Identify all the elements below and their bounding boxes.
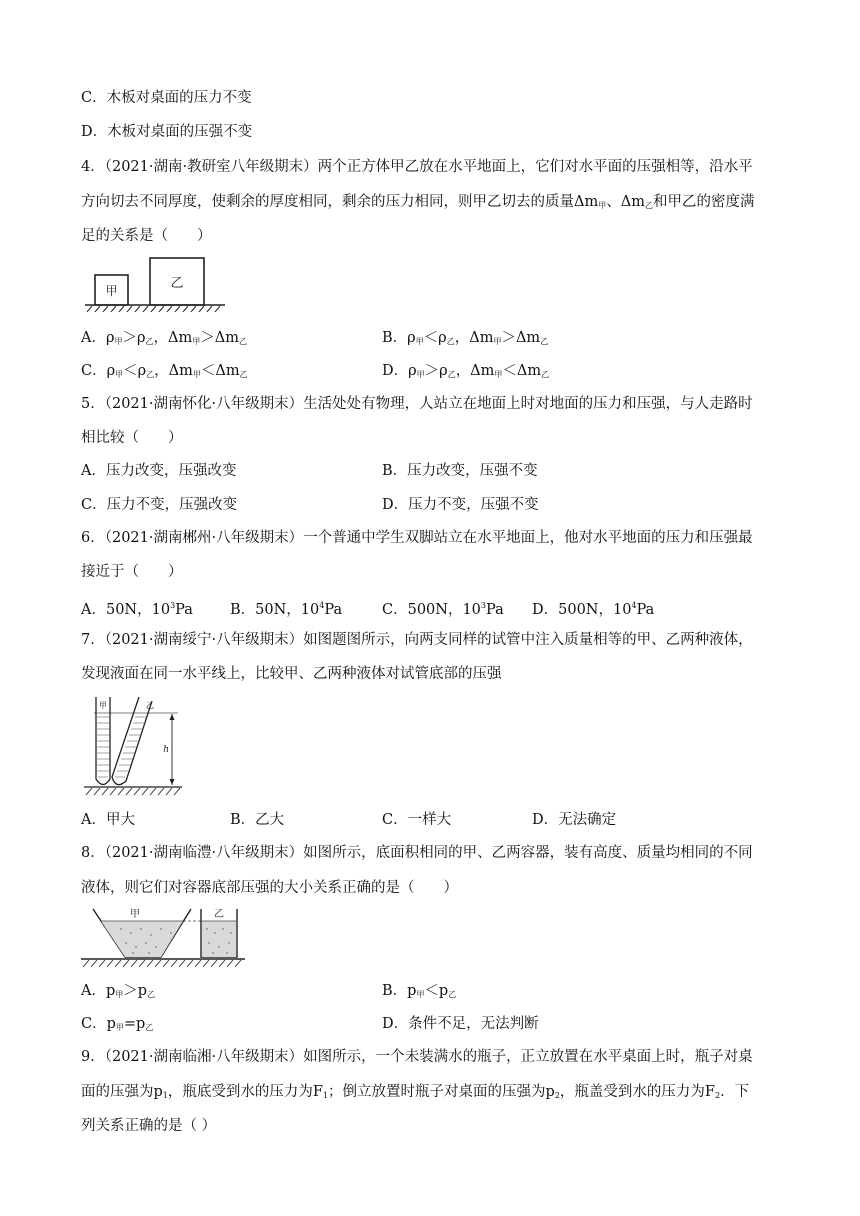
q5-option-b[interactable]: B．压力改变，压强不变 — [382, 463, 538, 479]
q3-option-d[interactable]: D．木板对桌面的压强不变 — [81, 124, 253, 140]
q6-option-b[interactable]: B．50N，$10^4Pa$ — [230, 601, 343, 618]
q4-stem-line1: 4．（2021·湖南·教研室八年级期末）两个正方体甲乙放在水平地面上，它们对水平面的压强相等，沿水平 — [81, 159, 753, 175]
q9-stem-line3: 列关系正确的是（ ） — [81, 1118, 217, 1134]
q3-option-c[interactable]: C．木板对桌面的压力不变 — [81, 90, 252, 106]
q7-figure-label-yi: 乙 — [146, 701, 154, 710]
q4-option-a[interactable]: A．$\rho_甲>\rho_乙$，$\Delta m_甲>\Delta m_乙$ — [81, 330, 247, 346]
q4-stem-line3: 足的关系是（ ） — [81, 228, 212, 244]
q5-stem-line1: 5．（2021·湖南怀化·八年级期末）生活处处有物理，人站立在地面上时对地面的压力和压强，与人走路时 — [81, 396, 753, 412]
q7-stem-line2: 发现液面在同一水平线上，比较甲、乙两种液体对试管底部的压强 — [81, 666, 502, 682]
q8-stem-line1: 8．（2021·湖南临澧·八年级期末）如图所示，底面积相同的甲、乙两容器，装有高度、质量均相同的不同 — [81, 845, 753, 861]
q6-option-d[interactable]: D．500N，$10^4Pa$ — [532, 601, 655, 618]
q5-option-a[interactable]: A．压力改变，压强改变 — [81, 463, 237, 479]
q4-figure-label-jia: 甲 — [105, 284, 118, 298]
q6-stem-line2: 接近于（ ） — [81, 564, 183, 580]
q9-stem-line1: 9．（2021·湖南临湘·八年级期末）如图所示，一个未装满水的瓶子，正立放置在水平桌面上时，瓶子对桌 — [81, 1049, 753, 1065]
q7-option-b[interactable]: B．乙大 — [230, 812, 285, 828]
q8-figure-label-jia: 甲 — [130, 909, 140, 920]
q7-option-d[interactable]: D．无法确定 — [532, 812, 617, 828]
q8-option-d[interactable]: D．条件不足，无法判断 — [382, 1016, 539, 1032]
q4-stem-line2: 方向切去不同厚度，使剩余的厚度相同，剩余的压力相同，则甲乙切去的质量$\Delta m_甲$、$\Delta m_乙$和甲乙的密度满 — [81, 194, 755, 210]
q8-option-b[interactable]: B．$p_甲<p_乙$ — [382, 983, 457, 999]
q5-stem-line2: 相比较（ ） — [81, 430, 183, 446]
q6-option-a[interactable]: A．50N，$10^3Pa$ — [81, 601, 193, 618]
q8-option-c[interactable]: C．$p_甲=p_乙$ — [81, 1016, 154, 1032]
q7-option-c[interactable]: C．一样大 — [382, 812, 452, 828]
q5-option-c[interactable]: C．压力不变，压强改变 — [81, 497, 238, 513]
q6-option-c[interactable]: C．500N，$10^3Pa$ — [382, 601, 504, 618]
q8-option-a[interactable]: A．$p_甲>p_乙$ — [81, 983, 156, 999]
q7-figure-test-tubes — [84, 695, 184, 799]
q4-figure-cubes — [83, 252, 228, 312]
q8-figure-containers — [81, 903, 247, 969]
q7-figure-label-jia: 甲 — [99, 701, 107, 710]
q4-figure-label-yi: 乙 — [170, 276, 184, 291]
q7-option-a[interactable]: A．甲大 — [81, 812, 135, 828]
q9-stem-line2: 面的压强为$p_1$，瓶底受到水的压力为$F_1$；倒立放置时瓶子对桌面的压强为$p_2$，瓶盖受到水的压力为$F_2$．下 — [81, 1084, 750, 1100]
q4-option-b[interactable]: B．$\rho_甲<\rho_乙$，$\Delta m_甲>\Delta m_乙$ — [382, 330, 549, 346]
q6-stem-line1: 6．（2021·湖南郴州·八年级期末）一个普通中学生双脚站立在水平地面上，他对水平地面的压力和压强最 — [81, 530, 753, 546]
q4-option-d[interactable]: D．$\rho_甲>\rho_乙$，$\Delta m_甲<\Delta m_乙$ — [382, 363, 550, 379]
q8-stem-line2: 液体，则它们对容器底部压强的大小关系正确的是（ ） — [81, 880, 458, 896]
q7-stem-line1: 7．（2021·湖南绥宁·八年级期末）如图题图所示，向两支同样的试管中注入质量相等的甲、乙两种液体， — [81, 632, 753, 648]
q7-figure-label-h: h — [163, 745, 169, 755]
q4-option-c[interactable]: C．$\rho_甲<\rho_乙$，$\Delta m_甲<\Delta m_乙$ — [81, 363, 248, 379]
q5-option-d[interactable]: D．压力不变，压强不变 — [382, 497, 539, 513]
q8-figure-label-yi: 乙 — [214, 909, 224, 920]
